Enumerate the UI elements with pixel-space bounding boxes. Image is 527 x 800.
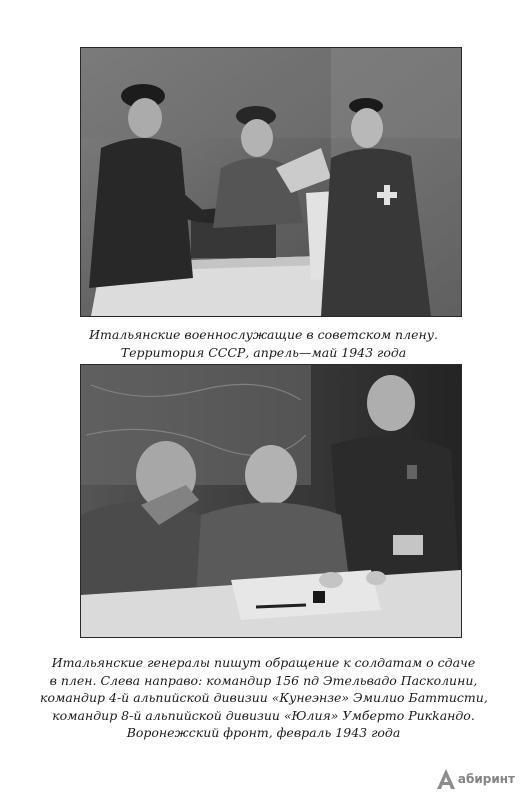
caption-line: Воронежский фронт, февраль 1943 года	[126, 725, 401, 740]
caption-line: командир 8-й альпийской дивизии «Юлия» Умберто Рикkандо.	[52, 707, 475, 723]
photo-soldiers-scene	[81, 48, 461, 316]
caption-line: Территория СССР, апрель—май 1943 года	[120, 344, 407, 360]
caption-line: Итальянские генералы пишут обращение к солдатам о сдаче	[51, 655, 476, 670]
caption-line: в плен. Слева направо: командир 156 пд Этельвадо Пасколини,	[49, 672, 478, 688]
caption-photo-2	[40, 654, 487, 742]
photo-soldiers-in-captivity	[80, 47, 462, 317]
caption-line: командир 4-й альпийской дивизии «Кунеэнзе» Эмилио Баттисти,	[40, 690, 488, 705]
photo-generals-scene	[81, 365, 461, 637]
photo-generals-writing	[80, 364, 462, 638]
caption-photo-1	[40, 326, 487, 361]
labirint-logo-icon	[436, 768, 456, 790]
caption-line: Итальянские военнослужащие в советском плену.	[89, 327, 438, 342]
labirint-watermark	[436, 768, 515, 790]
watermark-text: абиринт	[457, 772, 515, 786]
